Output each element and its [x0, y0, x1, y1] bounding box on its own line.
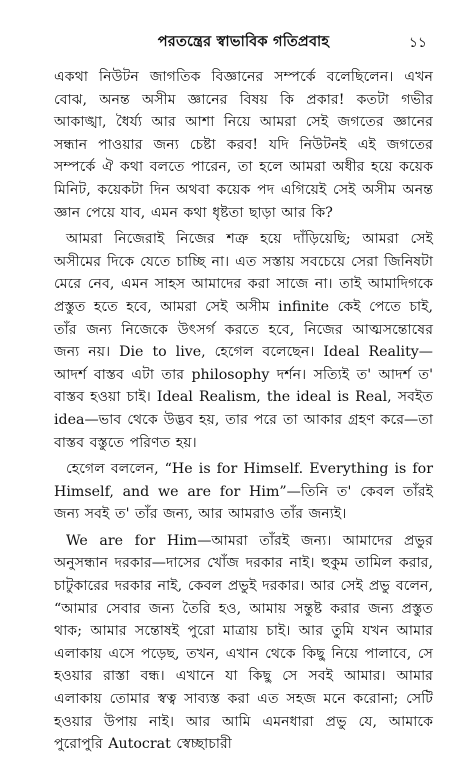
page-number: ১১: [408, 35, 427, 51]
running-head: [54, 32, 433, 54]
chapter-title: পরতন্ত্রের স্বাভাবিক গতিপ্রবাহ: [157, 33, 330, 50]
body-text: [54, 66, 433, 760]
paragraph-newton-knowledge: একথা নিউটন জাগতিক বিজ্ঞানের সম্পর্কে বলেছিলেন। এখন বোঝ, অনন্ত অসীম জ্ঞানের বিষয় কি প্রকার! কতটা গভীর আকাঙ্খা, ধৈর্য্য আর আশা নিয়ে আমরা সেই জগতের জ্ঞানের সন্ধান পাওয়ার জন্য চেষ্টা করব! যদি নিউটনই এই জগতের সম্পর্কে ঐ কথা বলতে পারেন, তা হলে আমরা অধীর হয়ে কয়েক মিনিট, কয়েকটা দিন অথবা কয়েক পদ এগিয়েই সেই অসীম অনন্ত জ্ঞান পেয়ে যাব, এমন কথা ধৃষ্টতা ছাড়া আর কি?: [54, 69, 433, 221]
paragraph-hegel-quote: হেগেল বললেন, “He is for Himself. Everything is for Himself, and we are for Him”—তিনি ত' কেবল তাঁরই জন্য সবই ত' তাঁর জন্য, আর আমরাও তাঁর জন্যই।: [54, 461, 433, 523]
paragraph-we-are-for-him: We are for Him—আমরা তাঁরই জন্য। আমাদের প্রভুর অনুসন্ধান দরকার—দাসের খোঁজ দরকার নাই। হুকুম তামিল করার, চাটুকারের দরকার নাই, কেবল প্রভুই দরকার। আর সেই প্রভু বলেন, “আমার সেবার জন্য তৈরি হও, আমায় সন্তুষ্ট করার জন্য প্রস্তুত থাক; আমার সন্তোষই পুরো মাত্রায় চাই। আর তুমি যখন আমার এলাকায় এসে পড়েছ, তখন, এখান থেকে কিছু নিয়ে পালাবে, সে হওয়ার রাস্তা বন্ধ। এখানে যা কিছু সে সবই আমার। আমার এলাকায় তোমার স্বত্ব সাব্যস্ত করা এত সহজ মনে করোনা; সেটি হওয়ার উপায় নাই। আর আমি এমনধারা প্রভু যে, আমাকে পুরোপুরি Autocrat স্বেচ্ছাচারী: [54, 532, 433, 753]
paragraph-infinite-surrender: আমরা নিজেরাই নিজের শত্রু হয়ে দাঁড়িয়েছি; আমরা সেই অসীমের দিকে যেতে চাচ্ছি না। এত সস্তায় সবচেয়ে সেরা জিনিষটা মেরে নেব, এমন সাহস আমাদের করা সাজে না। তাই আমাদিগকে প্রস্তুত হতে হবে, আমরা সেই অসীম infinite কেই পেতে চাই, তাঁর জন্য নিজেকে উৎসর্গ করতে হবে, নিজের আত্মসন্তোষের জন্য নয়। Die to live, হেগেল বলেছেন। Ideal Reality—আদর্শ বাস্তব এটা তার philosophy দর্শন। সত্যিই ত' আদর্শ ত' বাস্তব হওয়া চাই। Ideal Realism, the ideal is Real, সবইত idea—ভাব থেকে উদ্ভব হয়, তার পরে তা আকার গ্রহণ করে—তা বাস্তব বস্তুতে পরিণত হয়।: [54, 231, 433, 451]
